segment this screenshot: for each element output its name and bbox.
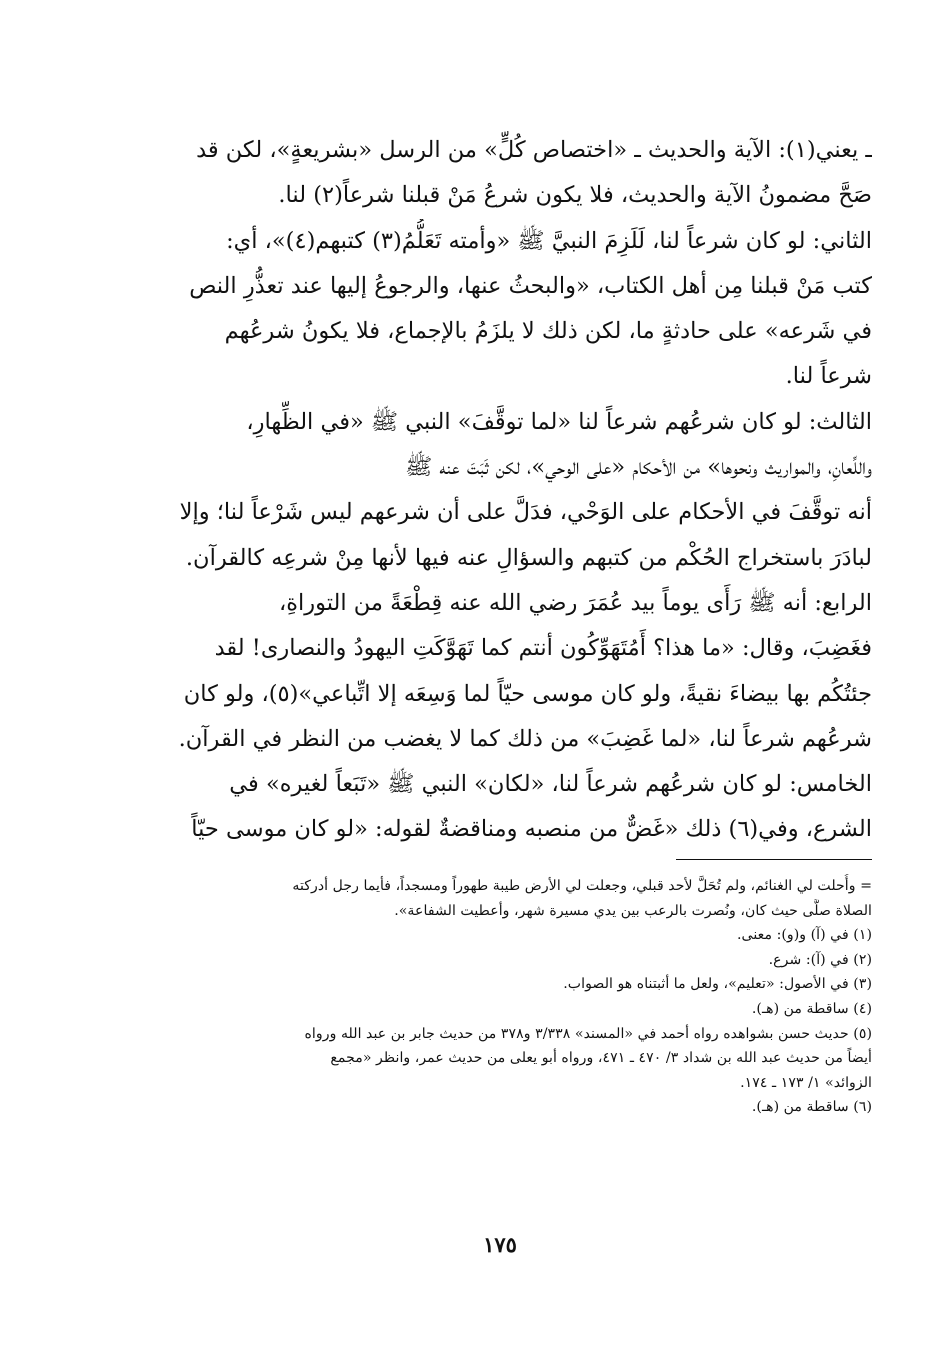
footnote-line: الزوائد» ١/ ١٧٣ ـ ١٧٤.: [740, 1074, 872, 1091]
text-line: لبادَرَ باستخراج الحُكْم من كتبهم والسؤالِ عنه فيها لأنها مِنْ شرعِه كالقرآن.: [185, 544, 872, 571]
footnote-line: أيضاً من حديث عبد الله بن شداد ٣/ ٤٧٠ ـ ٤٧١، ورواه أبو يعلى من حديث عمر، وانظر «مجمع: [330, 1050, 872, 1067]
footnotes: [160, 874, 872, 1120]
footnote-line: (٢) في (آ): شرع.: [768, 951, 872, 968]
footnote-line: الصلاة صلَّى حيث كان، ونُصرت بالرعب بين يدي مسيرة شهر، وأعطيت الشفاعة».: [394, 902, 872, 919]
main-text: [160, 128, 872, 853]
text-line: صَحَّ مضمونُ الآية والحديث، فلا يكون شرعُ مَنْ قبلنا شرعاً(٢) لنا.: [278, 182, 872, 209]
footnote-divider: [676, 859, 872, 860]
text-line: الشرع، وفي(٦) ذلك «غَضٌّ من منصبه ومناقضةٌ لقوله: «لو كان موسى حيّاً: [191, 816, 872, 843]
page-number: ١٧٥: [483, 1232, 517, 1257]
text-line: واللِّعانِ، والمواريث ونحوها» من الأحكام «على الوحي»، لكن ثَبَتَ عنه ﷺ: [405, 454, 872, 481]
text-line: الثالث: لو كان شرعُهم شرعاً لنا «لما توقَّفَ» النبي ﷺ «في الظِّهارِ،: [246, 408, 872, 435]
text-line: فغَضِبَ، وقال: «ما هذا؟ أَمُتَهَوِّكُون أنتم كما تَهَوَّكَتِ اليهودُ والنصارى! لقد: [214, 635, 872, 662]
text-line: كتب مَنْ قبلنا مِن أهل الكتاب، «والبحثُ عنها، والرجوعُ إليها عند تعذُّرِ النص: [189, 272, 872, 299]
text-line: الخامس: لو كان شرعُهم شرعاً لنا، «لكان» النبي ﷺ «تَبَعاً لغيره» في: [229, 771, 872, 798]
footnote-line: (١) في (آ) و(و): معنى.: [737, 927, 872, 944]
text-line: أنه توقَّفَ في الأحكام على الوَحْي، فدَلَّ على أن شرعهم ليس شَرْعاً لنا؛ وإلا: [179, 499, 872, 526]
text-line: شرعاً لنا.: [785, 363, 872, 390]
text-line: في شَرعه» على حادثةٍ ما، لكن ذلك لا يلزَمُ بالإجماع، فلا يكونُ شرعُهم: [224, 318, 872, 345]
text-line: الرابع: أنه ﷺ رَأَى يوماً بيد عُمَرَ رضي الله عنه قِطْعَةً من التوراةِ،: [278, 589, 872, 616]
footnote-line: (٥) حديث حسن بشواهده رواه أحمد في «المسند» ٣/٣٣٨ و٣٧٨ من حديث جابر بن عبد الله ورواه: [304, 1025, 872, 1042]
footnote-line: (٦) ساقطة من (هـ).: [751, 1099, 872, 1116]
text-line: جئتُكُم بها بيضاءَ نقيةً، ولو كان موسى حيّاً لما وَسِعَه إلا اتِّباعي»(٥)، ولو كان: [183, 680, 872, 707]
text-line: شرعُهم شرعاً لنا، «لما غَضِبَ» من ذلك كما لا يغضب من النظر في القرآن.: [178, 725, 872, 752]
footnote-line: (٤) ساقطة من (هـ).: [751, 1000, 872, 1017]
footnote-line: = وأُحلت لي الغنائم، ولم تُحَلَّ لأحد قبلي، وجعلت لي الأرض طيبة طهوراً ومسجداً، فأيما رجل أدركته: [292, 878, 872, 894]
footnote-line: (٣) في الأصول: «تعليم»، ولعل ما أثبتناه هو الصواب.: [563, 976, 872, 993]
text-line: ـ يعني(١): الآية والحديث ـ «اختصاص كُلٍّ» من الرسل «بشريعةٍ»، لكن قد: [196, 137, 872, 163]
text-line: الثاني: لو كان شرعاً لنا، لَلَزِمَ النبيَّ ﷺ «وأمته تَعَلُّمُ(٣) كتبهم(٤)»، أي:: [226, 227, 872, 254]
